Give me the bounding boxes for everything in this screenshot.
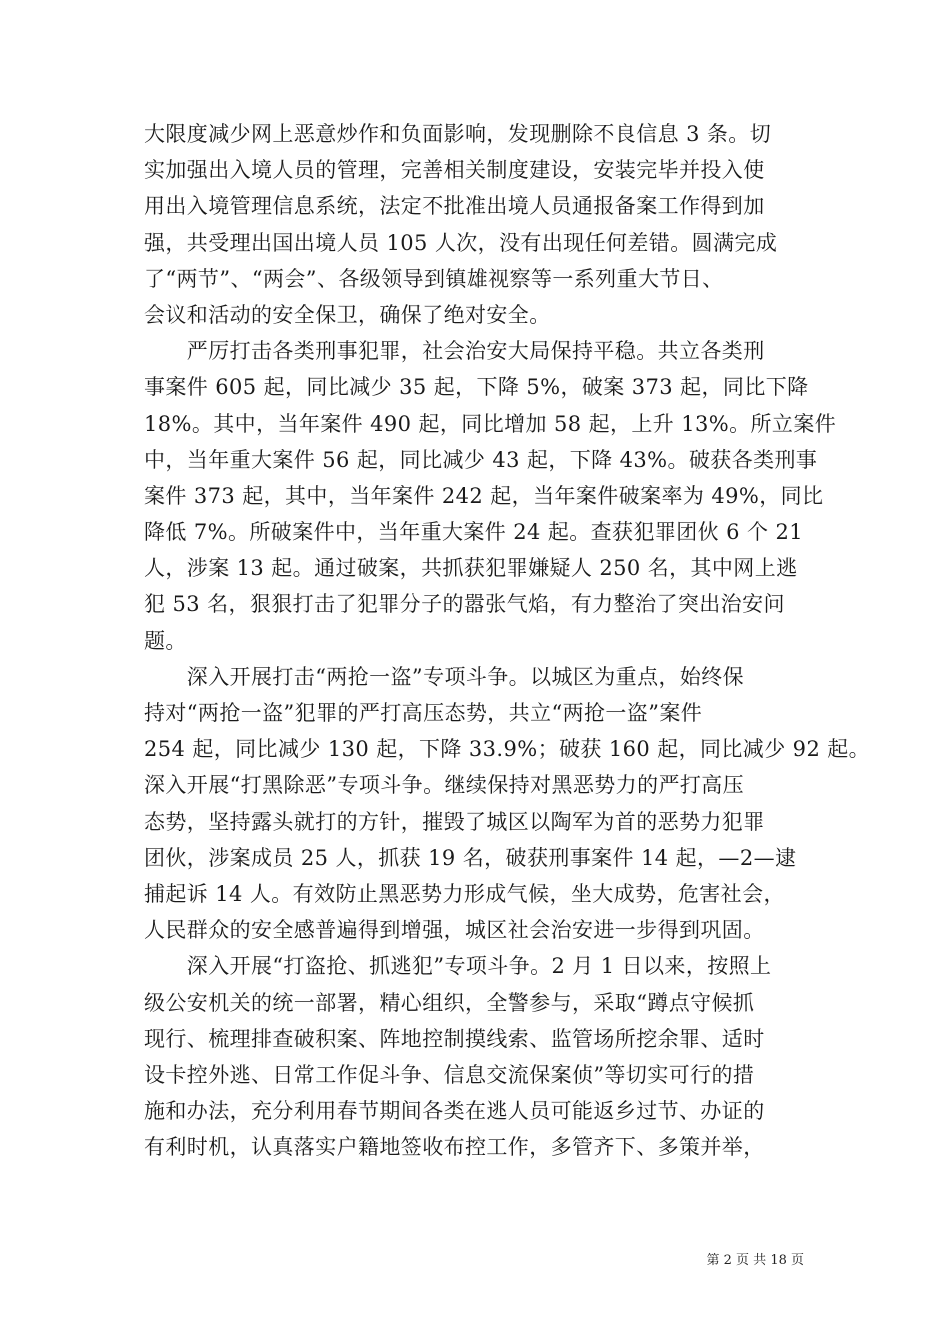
text-line: 深入开展“打盗抢、抓逃犯”专项斗争。2 月 1 日以来，按照上 (144, 954, 772, 979)
text-line: 严厉打击各类刑事犯罪，社会治安大局保持平稳。共立各类刑 (144, 339, 765, 364)
text-line: 中，当年重大案件 56 起，同比减少 43 起，下降 43%。破获各类刑事 (144, 447, 818, 472)
text-line: 态势，坚持露头就打的方针，摧毁了城区以陶军为首的恶势力犯罪 (144, 809, 765, 834)
text-line: 持对“两抢一盗”犯罪的严打高压态势，共立“两抢一盗”案件 (144, 701, 703, 725)
text-line: 捕起诉 14 人。有效防止黑恶势力形成气候，坐大成势，危害社会， (144, 881, 785, 906)
text-line: 团伙，涉案成员 25 人，抓获 19 名，破获刑事案件 14 起，—2—逮 (144, 845, 797, 870)
text-line: 案件 373 起，其中，当年案件 242 起，当年案件破案率为 49%，同比 (144, 483, 824, 508)
text-line: 人，涉案 13 起。通过破案，共抓获犯罪嫌疑人 250 名，其中网上逃 (144, 556, 798, 581)
text-line: 了“两节”、“两会”、各级领导到镇雄视察等一系列重大节日、 (144, 266, 724, 291)
text-line: 强，共受理出国出境人员 105 人次，没有出现任何差错。圆满完成 (144, 230, 778, 255)
text-line: 降低 7%。所破案件中，当年重大案件 24 起。查获犯罪团伙 6 个 21 (144, 520, 803, 545)
text-line: 施和办法，充分利用春节期间各类在逃人员可能返乡过节、办证的 (144, 1099, 765, 1124)
text-line: 254 起，同比减少 130 起，下降 33.9%；破获 160 起，同比减少 92 起。 (144, 737, 871, 762)
text-line: 设卡控外逃、日常工作促斗争、信息交流保案侦”等切实可行的措 (144, 1062, 755, 1087)
text-line: 级公安机关的统一部署，精心组织，全警参与，采取“蹲点守候抓 (144, 990, 755, 1015)
text-line: 有利时机，认真落实户籍地签收布控工作，多管齐下、多策并举， (144, 1135, 765, 1160)
text-line: 犯 53 名，狠狠打击了犯罪分子的嚣张气焰，有力整治了突出治安问 (144, 592, 785, 617)
text-line: 人民群众的安全感普遍得到增强，城区社会治安进一步得到巩固。 (144, 918, 765, 943)
text-line: 深入开展“打黑除恶”专项斗争。继续保持对黑恶势力的严打高压 (144, 773, 745, 798)
text-line: 会议和活动的安全保卫，确保了绝对安全。 (144, 302, 551, 327)
body-text (144, 116, 871, 1165)
text-line: 用出入境管理信息系统，法定不批准出境人员通报备案工作得到加 (144, 194, 765, 219)
text-line: 18%。其中，当年案件 490 起，同比增加 58 起，上升 13%。所立案件 (144, 411, 837, 436)
text-line: 实加强出入境人员的管理，完善相关制度建设，安装完毕并投入使 (144, 158, 765, 183)
text-line: 大限度减少网上恶意炒作和负面影响，发现删除不良信息 3 条。切 (144, 122, 772, 146)
text-line: 题。 (144, 628, 187, 653)
text-line: 事案件 605 起，同比减少 35 起，下降 5%，破案 373 起，同比下降 (144, 375, 809, 400)
text-line: 深入开展打击“两抢一盗”专项斗争。以城区为重点，始终保 (144, 664, 745, 689)
page-number-footer: 第 2 页 共 18 页 (706, 1253, 804, 1268)
text-line: 现行、梳理排查破积案、阵地控制摸线索、监管场所挖余罪、适时 (144, 1026, 765, 1051)
